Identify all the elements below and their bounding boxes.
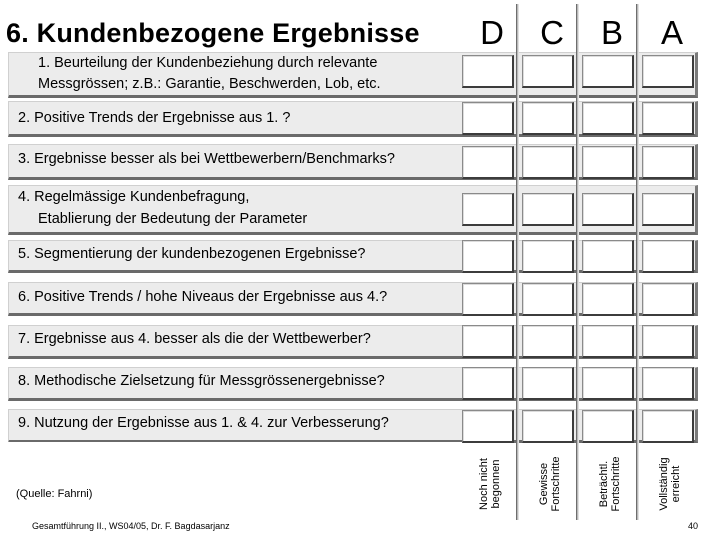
column-label-a: Vollständig erreicht (658, 457, 682, 511)
row-label-1-line1: 1. Beurteilung der Kundenbeziehung durch relevante (38, 55, 378, 71)
row-label-6: 6. Positive Trends / hohe Niveaus der Ergebnisse aus 4.? (18, 289, 388, 305)
checkbox-row7-a[interactable] (642, 325, 694, 358)
row-label-5: 5. Segmentierung der kundenbezogenen Ergebnisse? (18, 246, 366, 262)
page-title: 6. Kundenbezogene Ergebnisse (6, 18, 420, 48)
checkbox-row8-b[interactable] (582, 367, 634, 400)
column-separator-2 (576, 4, 579, 520)
page-number: 40 (688, 521, 699, 531)
footer-text: Gesamtführung II., WS04/05, Dr. F. Bagdasarjanz (32, 521, 230, 531)
checkbox-row4-a[interactable] (642, 193, 694, 226)
checkbox-row2-b[interactable] (582, 102, 634, 135)
checkbox-row8-c[interactable] (522, 367, 574, 400)
checkbox-row3-d[interactable] (462, 146, 514, 179)
checkbox-row2-a[interactable] (642, 102, 694, 135)
column-separator-3 (636, 4, 639, 520)
checkbox-row6-b[interactable] (582, 283, 634, 316)
checkbox-row9-d[interactable] (462, 410, 514, 443)
row-label-7: 7. Ergebnisse aus 4. besser als die der Wettbewerber? (18, 331, 371, 347)
checkbox-row1-b[interactable] (582, 55, 634, 88)
column-label-c: Gewisse Fortschritte (538, 456, 562, 512)
checkbox-row5-d[interactable] (462, 240, 514, 273)
checkbox-row4-c[interactable] (522, 193, 574, 226)
column-separator-1 (516, 4, 519, 520)
checkbox-row3-b[interactable] (582, 146, 634, 179)
checkbox-row1-a[interactable] (642, 55, 694, 88)
column-letter-b: B (600, 14, 623, 51)
checkbox-row5-b[interactable] (582, 240, 634, 273)
checkbox-row1-d[interactable] (462, 55, 514, 88)
row-label-4-line1: 4. Regelmässige Kundenbefragung, (18, 189, 250, 205)
checkbox-row3-a[interactable] (642, 146, 694, 179)
checkbox-row9-a[interactable] (642, 410, 694, 443)
checkbox-row7-b[interactable] (582, 325, 634, 358)
checkbox-row7-c[interactable] (522, 325, 574, 358)
row-label-8: 8. Methodische Zielsetzung für Messgrössenergebnisse? (18, 373, 385, 389)
checkbox-row8-a[interactable] (642, 367, 694, 400)
checkbox-row2-d[interactable] (462, 102, 514, 135)
column-letter-d: D (480, 14, 504, 51)
checkbox-row6-a[interactable] (642, 283, 694, 316)
row-label-2: 2. Positive Trends der Ergebnisse aus 1. ? (18, 110, 291, 126)
column-letter-c: C (540, 14, 564, 51)
checkbox-row8-d[interactable] (462, 367, 514, 400)
column-label-d: Noch nicht begonnen (478, 458, 502, 510)
column-label-b: Beträchtl. Fortschritte (598, 456, 622, 512)
checkbox-row6-c[interactable] (522, 283, 574, 316)
row-label-9: 9. Nutzung der Ergebnisse aus 1. & 4. zur Verbesserung? (18, 415, 389, 431)
checkbox-row4-b[interactable] (582, 193, 634, 226)
checkbox-row5-c[interactable] (522, 240, 574, 273)
checkbox-row9-c[interactable] (522, 410, 574, 443)
checkbox-row1-c[interactable] (522, 55, 574, 88)
checkbox-row6-d[interactable] (462, 283, 514, 316)
checkbox-row7-d[interactable] (462, 325, 514, 358)
row-label-1-line2: Messgrössen; z.B.: Garantie, Beschwerden, Lob, etc. (38, 76, 381, 92)
bottom-area (0, 442, 462, 522)
row-label-3: 3. Ergebnisse besser als bei Wettbewerbern/Benchmarks? (18, 151, 395, 167)
checkbox-row4-d[interactable] (462, 193, 514, 226)
checkbox-row3-c[interactable] (522, 146, 574, 179)
row-label-4-line2: Etablierung der Bedeutung der Parameter (38, 211, 308, 227)
checkbox-row9-b[interactable] (582, 410, 634, 443)
column-letter-a: A (660, 14, 683, 51)
source-note: (Quelle: Fahrni) (16, 488, 93, 500)
checkbox-row5-a[interactable] (642, 240, 694, 273)
checkbox-row2-c[interactable] (522, 102, 574, 135)
